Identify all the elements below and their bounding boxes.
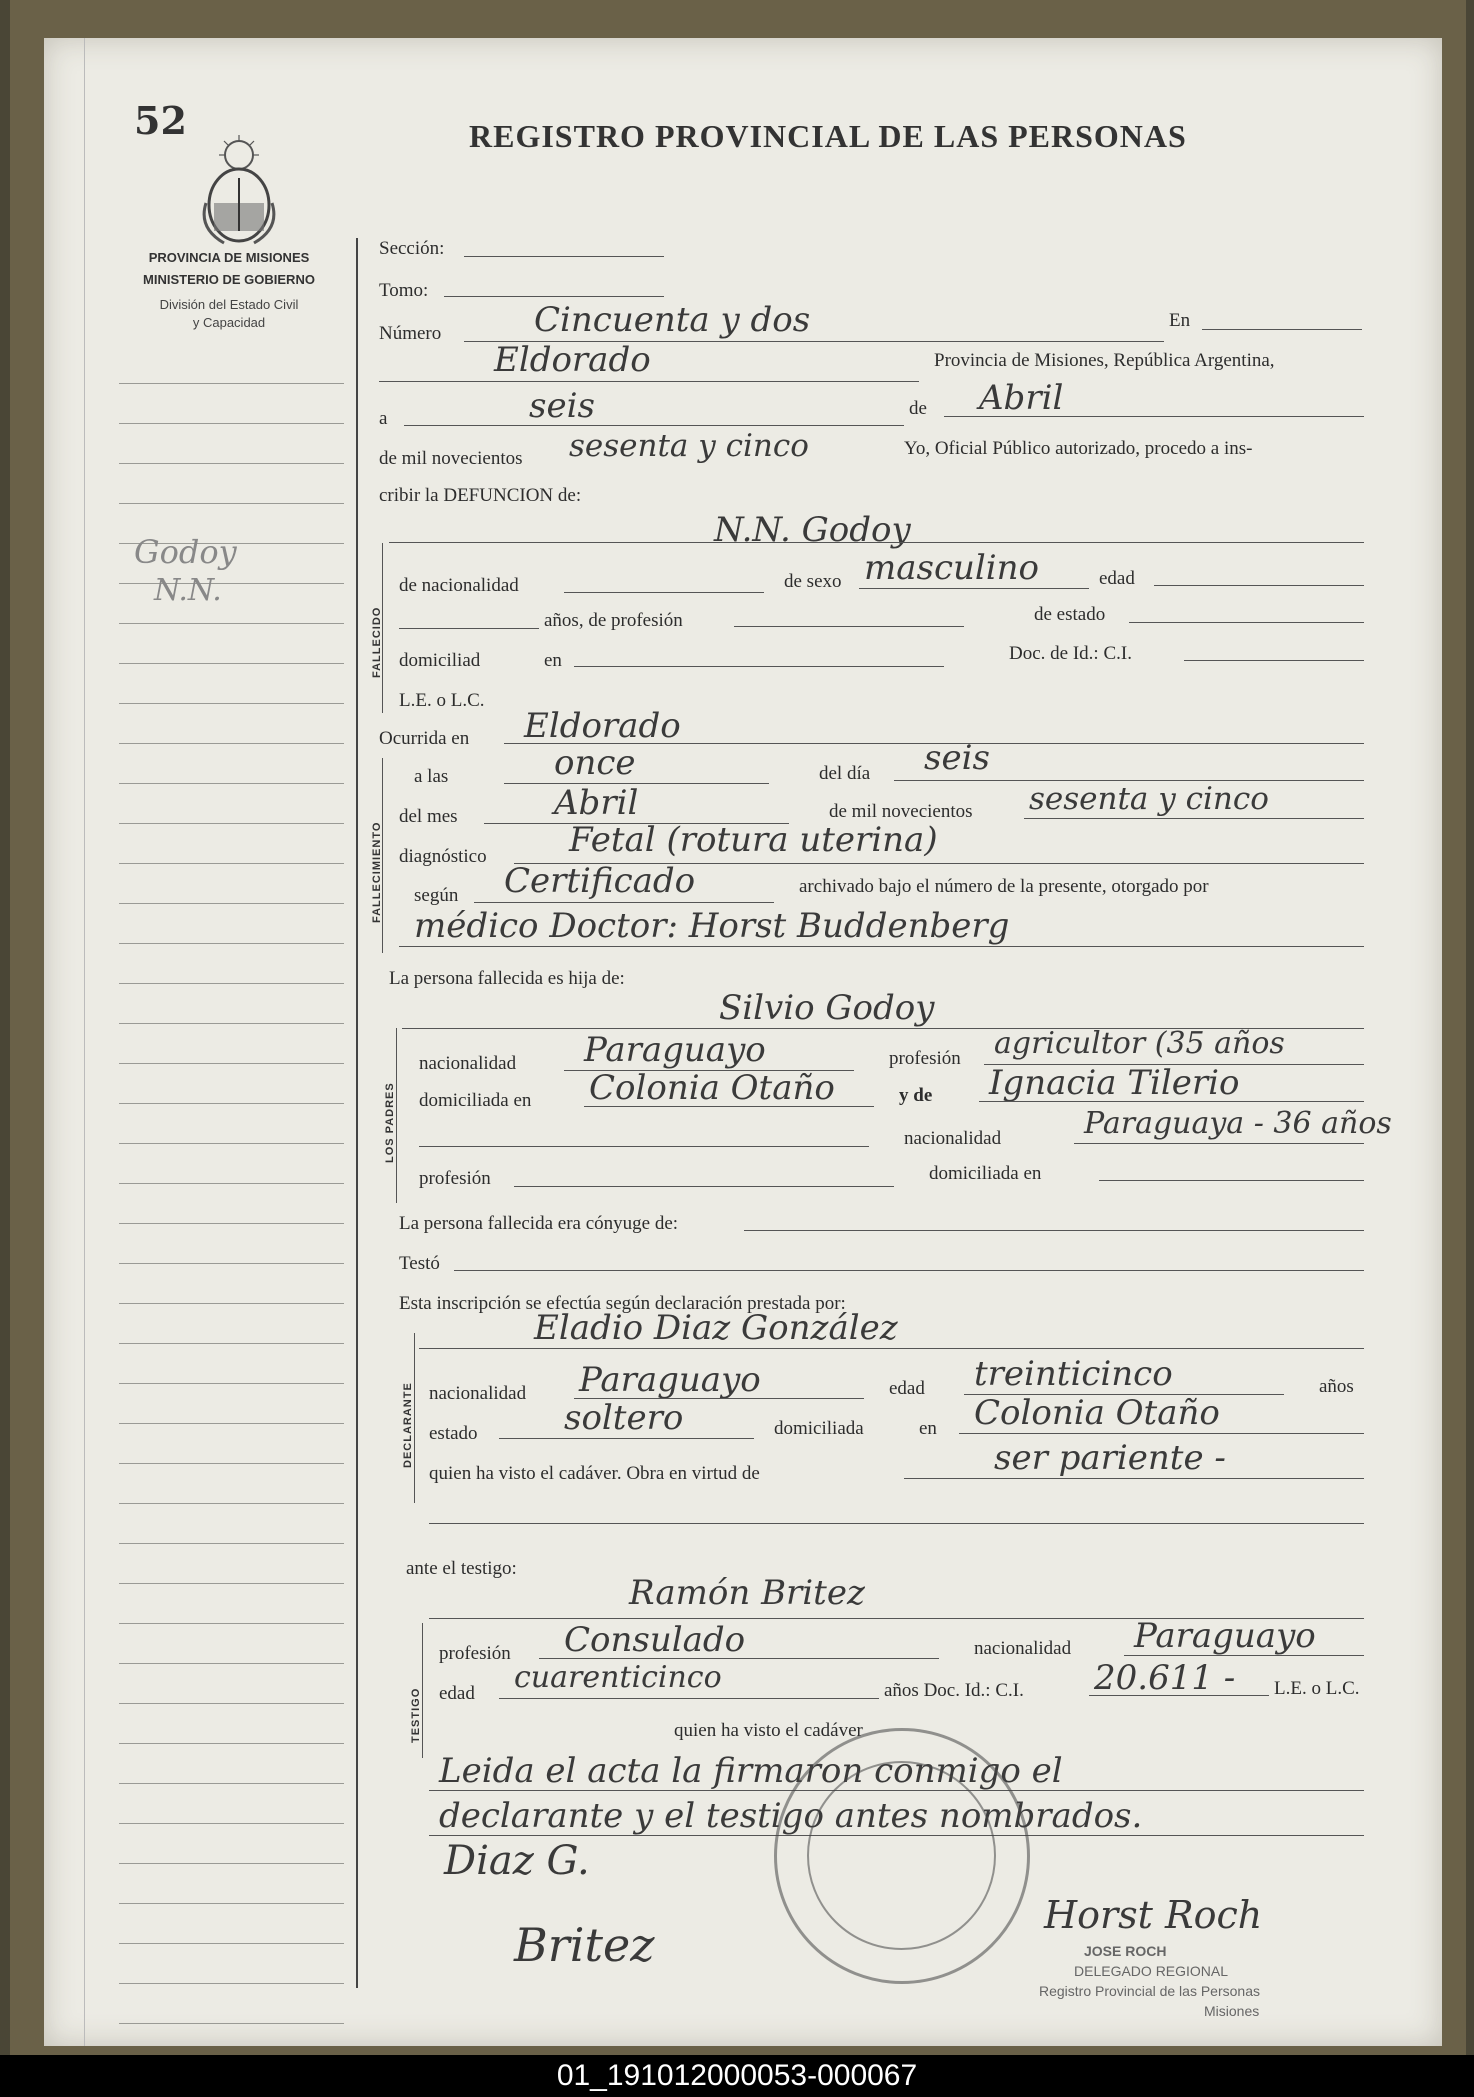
m-domiciliada-label: domiciliada en [929,1163,1042,1184]
dec-edad-value: treinticinco [974,1354,1173,1394]
margin-ruled-line [119,943,344,944]
anos-profesion-label: años, de profesión [544,610,683,631]
margin-ruled-line [119,2023,344,2024]
margin-ruled-line [119,1823,344,1824]
seccion-label: Sección: [379,238,445,259]
del-mes-label: del mes [399,806,458,827]
d-nacionalidad-label: nacionalidad [429,1383,527,1404]
test-edad-line [499,1698,879,1699]
dia-line [404,425,904,426]
margin-ruled-line [119,383,344,384]
fallecimiento-tag: FALLECIMIENTO [371,821,383,923]
dec-dom-line [959,1433,1364,1434]
d-edad-label: edad [889,1378,925,1399]
test-ci-value: 20.611 - [1094,1658,1236,1698]
numero-label: Número [379,323,442,344]
margin-ruled-line [119,503,344,504]
margin-ruled-line [119,1583,344,1584]
division-label-2: y Capacidad [192,315,266,330]
margin-ruled-line [119,1623,344,1624]
official-seal-stamp [774,1728,1030,1984]
nacionalidad-line [564,592,764,593]
main-column-divider [356,238,358,1988]
en-label: En [1169,310,1191,331]
ocurrida-label: Ocurrida en [379,728,470,749]
a-label: a [379,408,388,429]
doc-id-line [1184,660,1364,661]
test-nac-value: Paraguayo [1134,1616,1316,1656]
tomo-label: Tomo: [379,280,429,301]
margin-ruled-line [119,1663,344,1664]
margin-ruled-line [119,863,344,864]
conyuge-label: La persona fallecida era cónyuge de: [399,1213,679,1234]
t-profesion-label: profesión [439,1643,511,1664]
tomo-line [444,296,664,297]
test-nac-line [1124,1655,1364,1656]
medico-line [399,946,1364,947]
padre-nac-value: Paraguayo [584,1030,766,1070]
declarante-bracket [414,1333,415,1503]
nombre-value: N.N. Godoy [714,510,911,550]
m-profesion-label: profesión [419,1168,491,1189]
margin-ruled-line [119,983,344,984]
diagnostico-value: Fetal (rotura uterina) [569,820,938,860]
sexo-value: masculino [864,548,1040,588]
padre-dom-line [584,1106,874,1107]
testigo-value: Ramón Britez [629,1573,865,1613]
ante-testigo-label: ante el testigo: [406,1558,517,1579]
margin-ruled-line [119,1743,344,1744]
y-de-label: y de [899,1085,933,1106]
de-mil2-label: de mil novecientos [829,801,973,822]
m-profesion-line [514,1186,894,1187]
testo-label: Testó [399,1253,440,1274]
fallecido-tag: FALLECIDO [371,606,383,678]
d-estado-label: estado [429,1423,478,1444]
mes-value: Abril [979,378,1064,418]
p-domiciliada-label: domiciliada en [419,1090,532,1111]
dec-estado-value: soltero [564,1398,684,1438]
hora-value: once [554,743,636,783]
margin-ruled-line [119,1023,344,1024]
cierre-line1: Leida el acta la firmaron conmigo el [439,1751,1063,1791]
division-label: División del Estado Civil [159,297,299,312]
province-label: PROVINCIA DE MISIONES [148,250,310,265]
oficial-label: Yo, Oficial Público autorizado, procedo a ins- [904,438,1253,459]
margin-ruled-line [119,903,344,904]
margin-ruled-line [119,743,344,744]
cribir-label: cribir la DEFUNCION de: [379,485,582,506]
margin-ruled-line [119,1263,344,1264]
diagnostico-label: diagnóstico [399,846,487,867]
margin-ruled-line [119,1183,344,1184]
testigo-tag: TESTIGO [410,1687,422,1743]
lugar-line [379,381,919,382]
stamp-delegado: DELEGADO REGIONAL [1074,1963,1229,1979]
del-anio-line [1024,818,1364,819]
madre-nac-value: Paraguaya - 36 años [1084,1106,1392,1141]
madre-value: Ignacia Tilerio [989,1063,1240,1103]
margin-ruled-line [119,1063,344,1064]
del-dia-label: del día [819,763,871,784]
test-edad-value: cuarenticinco [514,1660,722,1695]
margin-ruled-line [119,703,344,704]
d-cadaver-label: quien ha visto el cadáver. Obra en virtud de [429,1463,760,1484]
t-anos-doc-label: años Doc. Id.: C.I. [884,1680,1024,1701]
margin-ruled-line [119,1383,344,1384]
margin-ruled-line [119,1103,344,1104]
signature-declarante: Diaz G. [444,1838,590,1884]
declarante-blank-line [429,1523,1364,1524]
ocurrida-value: Eldorado [524,706,681,746]
seccion-line [464,256,664,257]
cierre-line2: declarante y el testigo antes nombrados. [439,1796,1143,1836]
margin-ruled-line [119,1463,344,1464]
padre-value: Silvio Godoy [719,988,935,1028]
en2-label: en [544,650,562,671]
mes-line [944,416,1364,417]
numero-value: Cincuenta y dos [534,300,811,340]
m-domiciliada-line [1099,1180,1364,1181]
declarante-line [419,1348,1364,1349]
del-mes-value: Abril [554,783,639,823]
d-en-label: en [919,1418,937,1439]
dec-nac-value: Paraguayo [579,1360,761,1400]
m-nacionalidad-label: nacionalidad [904,1128,1002,1149]
de-label: de [909,398,927,419]
margin-ruled-line [119,1903,344,1904]
lugar-value: Eldorado [494,340,651,380]
madre-line [979,1101,1364,1102]
margin-ruled-line [119,423,344,424]
de-mil-label: de mil novecientos [379,448,523,469]
test-prof-value: Consulado [564,1620,746,1660]
page-number: 52 [134,98,187,143]
t-cadaver-label: quien ha visto el cadáver [674,1720,863,1741]
margin-ruled-line [119,1783,344,1784]
padres-tag: LOS PADRES [384,1082,396,1163]
margin-ruled-line [119,1943,344,1944]
a-las-label: a las [414,766,449,787]
t-edad-label: edad [439,1683,475,1704]
margin-ruled-line [119,583,344,584]
stamp-misiones: Misiones [1204,2003,1260,2019]
test-ci-line [1089,1695,1269,1696]
dec-virtud-value: ser pariente - [994,1438,1226,1478]
margin-ruled-line [119,823,344,824]
d-anos-label: años [1319,1376,1354,1397]
margin-ruled-line [119,1703,344,1704]
margin-ruled-line [119,1543,344,1544]
sexo-line [859,588,1089,589]
del-dia-value: seis [924,738,990,778]
margin-note-name: N.N. [154,573,222,608]
coat-of-arms-icon [194,133,284,253]
test-prof-line [539,1658,939,1659]
declarante-tag: DECLARANTE [402,1382,414,1468]
margin-ruled-line [119,1423,344,1424]
certificado-value: Certificado [504,861,696,901]
margin-ruled-line [119,783,344,784]
domicilio-line [574,666,944,667]
nombre-line [389,542,1364,543]
sexo-label: de sexo [784,571,842,592]
d-domiciliada-label: domiciliada [774,1418,864,1439]
le-lc-label: L.E. o L.C. [399,690,485,711]
margin-ruled-line [119,1983,344,1984]
stamp-official-name: JOSE ROCH [1084,1943,1167,1959]
margin-ruled-line [119,1503,344,1504]
p-nacionalidad-label: nacionalidad [419,1053,517,1074]
madre-nac-line [1074,1143,1364,1144]
margin-ruled-line [119,463,344,464]
declarante-value: Eladio Diaz González [534,1308,898,1348]
padre-prof-value: agricultor (35 años [994,1026,1285,1061]
margin-ruled-line [119,663,344,664]
anos-line [399,628,539,629]
dia-value: seis [529,386,595,426]
page-title: REGISTRO PROVINCIAL DE LAS PERSONAS [469,118,1187,154]
t-le-lc-label: L.E. o L.C. [1274,1678,1360,1699]
domiciliad-label: domiciliad [399,650,481,671]
stamp-registro: Registro Provincial de las Personas [1039,1983,1260,1999]
dec-virtud-line [904,1478,1364,1479]
margin-ruled-line [119,1303,344,1304]
margin-ruled-line [119,1223,344,1224]
hija-de-label: La persona fallecida es hija de: [389,968,625,989]
margin-ruled-line [119,623,344,624]
doc-id-label: Doc. de Id.: C.I. [1009,643,1132,664]
estado-line [1129,622,1364,623]
testigo-bracket [422,1623,423,1758]
archivado-label: archivado bajo el número de la presente, otorgado por [799,876,1209,897]
signature-oficial: Horst Roch [1044,1893,1263,1937]
conyuge-line [744,1230,1364,1231]
edad-line [1154,585,1364,586]
testo-line [454,1270,1364,1271]
padres-bracket [396,1028,397,1203]
ministry-label: MINISTERIO DE GOBIERNO [143,272,315,287]
provincia-label: Provincia de Misiones, República Argentina, [934,350,1275,371]
t-nacionalidad-label: nacionalidad [974,1638,1072,1659]
del-anio-value: sesenta y cinco [1029,781,1269,817]
signature-testigo: Britez [514,1918,655,1972]
padre-dom-value: Colonia Otaño [589,1068,835,1108]
en-line [1202,329,1362,330]
margin-note-surname: Godoy [134,533,237,571]
profesion-line [734,626,964,627]
estado-label: de estado [1034,604,1106,625]
document-page [44,38,1442,2046]
declaracion-label: Esta inscripción se efectúa según declaración prestada por: [399,1293,846,1314]
image-id-footer: 01_191012000053-000067 [0,2055,1474,2097]
dec-dom-value: Colonia Otaño [974,1393,1220,1433]
certificado-line [474,902,774,903]
margin-ruled-line [119,1143,344,1144]
padres-blank-line [419,1146,869,1147]
anio-value: sesenta y cinco [569,428,809,464]
nacionalidad-label: de nacionalidad [399,575,519,596]
segun-label: según [414,885,459,906]
margin-ruled-line [119,1863,344,1864]
p-profesion-label: profesión [889,1048,961,1069]
edad-label: edad [1099,568,1135,589]
medico-value: médico Doctor: Horst Buddenberg [414,906,1010,946]
margin-ruled-line [119,1343,344,1344]
dec-estado-line [499,1438,754,1439]
